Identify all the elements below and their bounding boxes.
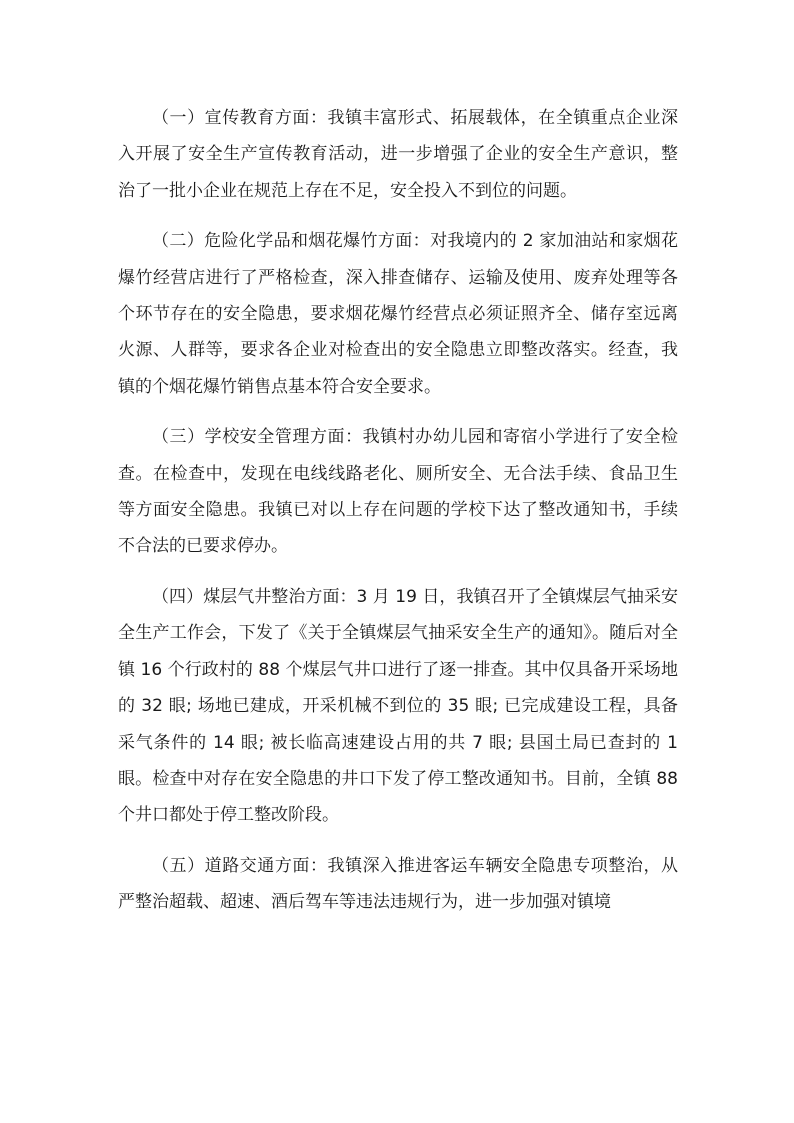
paragraph-hazardous-chemicals-fireworks: （二）危险化学品和烟花爆竹方面：对我境内的 2 家加油站和家烟花爆竹经营店进行了严格检查，深入排查储存、运输及使用、废弃处理等各个环节存在的安全隐患，要求烟花爆竹经营点必须证照齐全、储存室远离火源、人群等，要求各企业对检查出的安全隐患立即整改落实。经查，我镇的个烟花爆竹销售点基本符合安全要求。 bbox=[118, 231, 678, 397]
paragraph-road-traffic: （五）道路交通方面：我镇深入推进客运车辆安全隐患专项整治，从严整治超载、超速、酒后驾车等违法违规行为，进一步加强对镇境 bbox=[118, 855, 678, 913]
paragraph-school-safety: （三）学校安全管理方面：我镇村办幼儿园和寄宿小学进行了安全检查。在检查中，发现在电线线路老化、厕所安全、无合法手续、食品卫生等方面安全隐患。我镇已对以上存在问题的学校下达了整改通知书，手续不合法的已要求停办。 bbox=[118, 427, 678, 557]
document-body bbox=[118, 100, 678, 935]
paragraph-coalbed-gas-wells: （四）煤层气井整治方面：3 月 19 日，我镇召开了全镇煤层气抽采安全生产工作会，下发了《关于全镇煤层气抽采安全生产的通知》。随后对全镇 16 个行政村的 88 个煤层气井口进行了逐一排查。其中仅具备开采场地的 32 眼; 场地已建成，开采机械不到位的 35 眼; 已完成建设工程，具备采气条件的 14 眼; 被长临高速建设占用的共 7 眼; 县国土局已查封的 1 眼。检查中对存在安全隐患的井口下发了停工整改通知书。目前，全镇 88 个井口都处于停工整改阶段。 bbox=[118, 586, 678, 826]
paragraph-publicity-education: （一）宣传教育方面：我镇丰富形式、拓展载体，在全镇重点企业深入开展了安全生产宣传教育活动，进一步增强了企业的安全生产意识，整治了一批小企业在规范上存在不足，安全投入不到位的问题。 bbox=[118, 108, 678, 201]
